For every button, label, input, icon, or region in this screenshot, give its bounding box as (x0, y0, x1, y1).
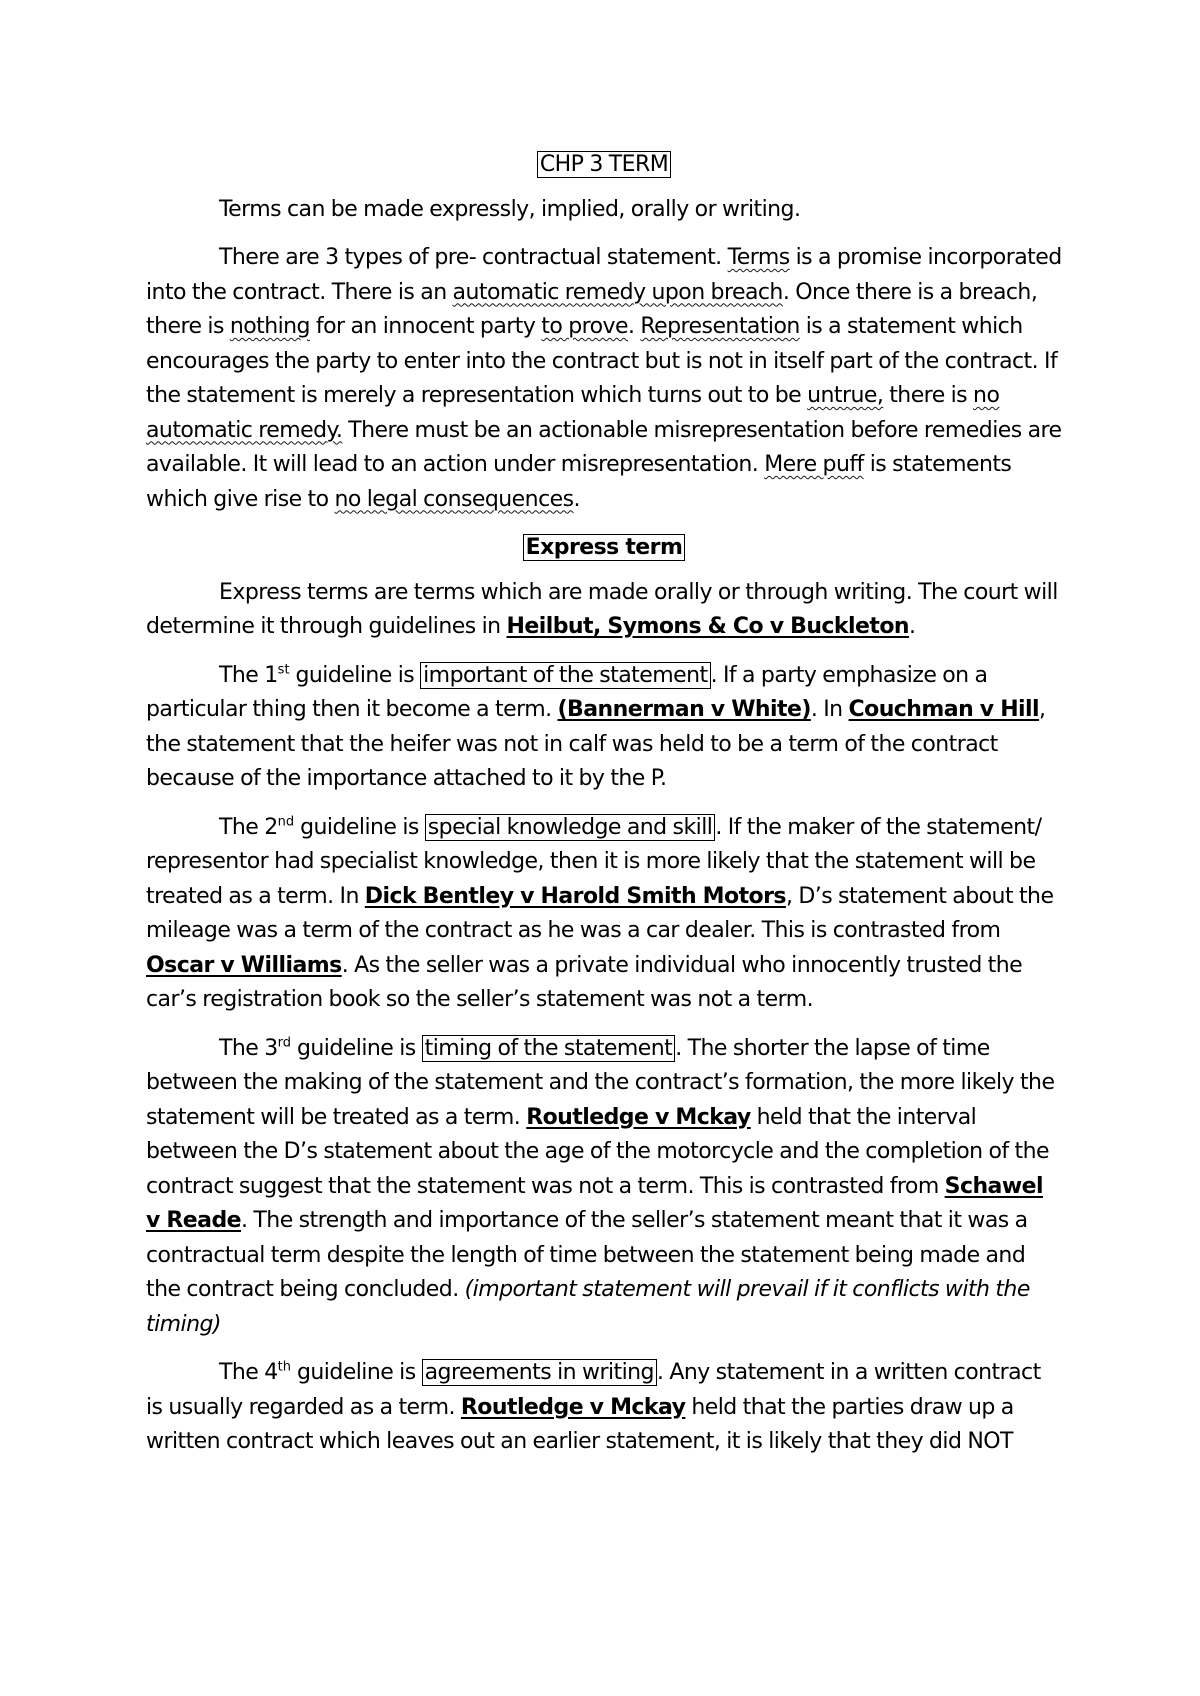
term-untrue: untrue, (807, 383, 884, 408)
paragraph-intro: Terms can be made expressly, implied, orally or writing. (219, 196, 801, 222)
case-routledge-2: Routledge v Mckay (460, 1394, 686, 1420)
guideline-1-box: important of the statement (420, 662, 710, 689)
case-dick-bentley: Dick Bentley v Harold Smith Motors (364, 883, 786, 909)
guideline-4-box: agreements in writing (422, 1359, 657, 1386)
paragraph-guideline-2: The 2nd guideline is special knowledge and skill . If the maker of the statement/ representor had specialist knowledge, then it is more likely that the statement will be treated as a term. In Dick Bentley v Harold Smith Motors, D’s statement about the mileage was a term of the contract as he was a car dealer. This is contrasted from Oscar v Williams. As the seller was a private individual who innocently trusted the car’s registration book so the seller’s statement was not a term. (146, 814, 1054, 1012)
paragraph-express-terms: Express terms are terms which are made orally or through writing. The court will determine it through guidelines in Heilbut, Symons & Co v Buckleton. (146, 579, 1058, 639)
term-terms: Terms (727, 245, 790, 270)
term-nothing: nothing (229, 314, 310, 339)
paragraph-statement-types: There are 3 types of pre- contractual statement. Terms is a promise incorporated into the contract. There is an automatic remedy upon breach. Once there is a breach, there is nothing for an innocent party to prove. Representation is a statement which encourages the party to enter into the contract but is not in itself part of the contract. If the statement is merely a representation which turns out to be untrue, there is no automatic remedy. There must be an actionable misrepresentation before remedies are available. It will lead to an action under misrepresentation. Mere puff is statements which give rise to no legal consequences. (146, 245, 1062, 512)
term-mere-puff: Mere puff (764, 452, 864, 477)
case-oscar: Oscar v Williams (146, 952, 342, 978)
paragraph-guideline-3: The 3rd guideline is timing of the statement . The shorter the lapse of time between the making of the statement and the contract’s formation, the more likely the statement will be treated as a term. Routledge v Mckay held that the interval between the D’s statement about the age of the motorcycle and the completion of the contract suggest that the statement was not a term. This is contrasted from Schawel v Reade. The strength and importance of the seller’s statement meant that it was a contractual term despite the length of time between the statement being made and the contract being concluded. (important statement will prevail if it conflicts with the timing) (146, 1035, 1055, 1337)
term-no-automatic-remedy: no automatic remedy. (146, 383, 1000, 443)
document-title: CHP 3 TERM (537, 151, 671, 178)
timing-note: (important statement will prevail if it conflicts with the timing) (146, 1277, 1030, 1337)
paragraph-guideline-1: The 1st guideline is important of the statement . If a party emphasize on a particular thing then it become a term. (Bannerman v White). In Couchman v Hill, the statement that the heifer was not in calf was held to be a term of the contract because of the importance attached to it by the P. (146, 662, 1046, 791)
term-automatic-remedy: automatic remedy upon breach (452, 279, 783, 305)
case-bannerman: (Bannerman v White) (557, 697, 811, 722)
case-heilbut: Heilbut, Symons & Co v Buckleton (506, 614, 910, 639)
paragraph-guideline-4: The 4th guideline is agreements in writing . Any statement in a written contract is usually regarded as a term. Routledge v Mckay held that the parties draw up a written contract which leaves out an earlier statement, it is likely that they did NOT (146, 1359, 1041, 1454)
section-heading: Express term (523, 534, 686, 561)
title-line (146, 148, 1062, 183)
case-schawel: Schawel v Reade (146, 1173, 1043, 1233)
term-representation: Representation (640, 314, 800, 339)
guideline-3-box: timing of the statement (422, 1035, 676, 1062)
case-couchman: Couchman v Hill (848, 697, 1040, 722)
case-routledge: Routledge v Mckay (526, 1104, 751, 1130)
term-no-legal-consequences: no legal consequences (334, 486, 574, 512)
heading-line (146, 531, 1062, 566)
term-to-prove: to prove (541, 314, 628, 339)
guideline-2-box: special knowledge and skill (425, 814, 716, 841)
